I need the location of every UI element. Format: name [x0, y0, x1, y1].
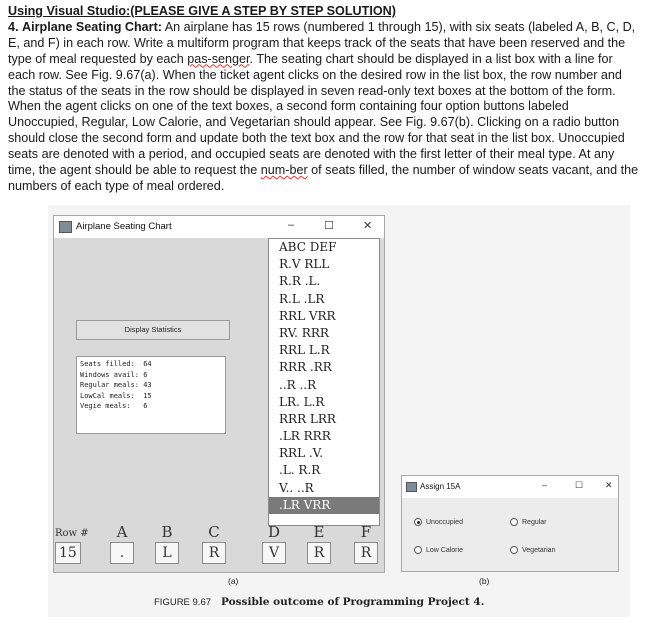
radio-unselected-icon — [510, 518, 518, 526]
seat-header-e: E — [313, 523, 325, 541]
radio-low-calorie[interactable] — [414, 546, 463, 554]
minimize-icon[interactable]: – — [542, 480, 548, 490]
radio-unselected-icon — [414, 546, 422, 554]
spellcheck-word-1: pas-senger — [187, 51, 250, 66]
radio-unselected-icon — [510, 546, 518, 554]
list-item[interactable]: R.V RLL — [279, 257, 330, 272]
list-item[interactable]: V.. ..R — [279, 480, 314, 495]
radio-label: Regular — [522, 518, 547, 526]
seat-header-b: B — [161, 523, 173, 541]
close-icon[interactable]: ✕ — [363, 220, 373, 232]
seat-box-c[interactable]: R — [202, 542, 226, 564]
list-item[interactable]: LR. L.R — [279, 394, 325, 409]
radio-vegetarian[interactable] — [510, 546, 555, 554]
question-body-3: of seats filled, the number of window seats vacant, and the numbers of each type of meal ordered. — [8, 163, 639, 193]
title-bar — [54, 216, 384, 238]
question-number: 4. — [8, 19, 19, 34]
radio-label: Unoccupied — [426, 518, 463, 526]
list-item[interactable]: RV. RRR — [279, 325, 329, 340]
list-item[interactable]: RRL VRR — [279, 308, 336, 323]
figure-caption — [154, 596, 484, 608]
seat-box-a[interactable]: . — [110, 542, 134, 564]
seating-list-box[interactable] — [268, 238, 380, 526]
list-item[interactable]: RRR .RR — [279, 360, 332, 375]
caption-text: Possible outcome of Programming Project 4. — [221, 596, 485, 608]
seat-header-d: D — [267, 523, 281, 541]
stat-regular-meals: Regular meals: 43 — [80, 381, 152, 389]
seat-header-f: F — [360, 523, 372, 541]
question-text — [8, 4, 642, 195]
question-heading: Using Visual Studio:(PLEASE GIVE A STEP BY STEP SOLUTION) — [8, 4, 396, 18]
list-item[interactable]: R.R .L. — [279, 274, 321, 289]
list-item[interactable]: .L. R.R — [279, 463, 321, 478]
list-header[interactable]: ABC DEF — [279, 240, 337, 254]
stat-seats-filled: Seats filled: 64 — [80, 360, 152, 368]
list-item-selected[interactable]: .LR VRR — [269, 497, 379, 514]
app-icon — [59, 221, 72, 233]
seat-header-a: A — [116, 523, 128, 541]
title-bar — [402, 476, 618, 498]
statistics-text-box — [76, 356, 226, 434]
radio-regular[interactable] — [510, 518, 547, 526]
list-item[interactable]: R.L .LR — [279, 291, 325, 306]
maximize-icon[interactable]: ☐ — [324, 220, 334, 232]
window-title: Assign 15A — [420, 482, 461, 491]
spellcheck-word-2: num-ber — [260, 163, 308, 178]
subfigure-label-a: (a) — [228, 576, 239, 586]
display-statistics-button[interactable]: Display Statistics — [76, 320, 230, 340]
figure-number: FIGURE 9.67 — [154, 597, 212, 608]
stat-vegie-meals: Vegie meals: 6 — [80, 402, 148, 410]
figure-panel — [48, 205, 630, 617]
seat-box-e[interactable]: R — [307, 542, 331, 564]
radio-unoccupied[interactable] — [414, 518, 463, 526]
radio-label: Vegetarian — [522, 546, 556, 554]
assign-seat-window — [401, 475, 619, 572]
row-number-box: 15 — [55, 542, 81, 564]
radio-label: Low Calorie — [426, 546, 463, 554]
seat-box-d[interactable]: V — [262, 542, 286, 564]
close-icon[interactable]: ✕ — [605, 480, 613, 490]
stat-lowcal-meals: LowCal meals: 15 — [80, 391, 152, 400]
radio-selected-icon — [414, 518, 422, 526]
seat-box-f[interactable]: R — [354, 542, 378, 564]
question-body-2: . The seating chart should be displayed in a list box with a line for each row. See Fig. 9.67(a). When the ticket agent clicks on the desired row in the list box, the row number and the status of the seats in the row should be displayed in seven read-only text boxes at the bottom of the form. When the agent clicks on one of the text boxes, a second form containing four option buttons labeled Unoccupied, Regular, Low Calorie, and Vegetarian should appear. See Fig. 9.67(b). Clicking on a radio button should close the second form and update both the text box and the row for that seat in the list box. Unoccupied seats are denoted with a period, and occupied seats are denoted with the first letter of their meal type. At any time, the agent should be able to request the — [8, 51, 625, 178]
list-item[interactable]: RRL L.R — [279, 343, 330, 358]
list-item[interactable]: ..R ..R — [279, 377, 317, 392]
row-number-label: Row # — [55, 528, 89, 539]
seat-box-b[interactable]: L — [155, 542, 179, 564]
minimize-icon[interactable]: – — [288, 219, 295, 231]
seat-header-c: C — [208, 523, 220, 541]
app-icon — [406, 482, 417, 492]
list-item[interactable]: .LR RRR — [279, 429, 331, 444]
window-title: Airplane Seating Chart — [76, 221, 172, 232]
list-item[interactable]: RRR LRR — [279, 411, 336, 426]
subfigure-label-b: (b) — [479, 576, 490, 586]
list-item[interactable]: RRL .V. — [279, 446, 324, 461]
seating-chart-window — [53, 215, 385, 573]
stat-windows-avail: Windows avail: 6 — [80, 370, 148, 379]
question-body-1: An airplane has 15 rows (numbered 1 through 15), with six seats (labeled A, B, C, D, E, and F) in each row. Write a multiform program that keeps track of the seats that have been reserved and the type of meal requested by each — [8, 19, 636, 66]
maximize-icon[interactable]: ☐ — [575, 480, 584, 490]
question-title: Airplane Seating Chart: — [22, 19, 162, 34]
